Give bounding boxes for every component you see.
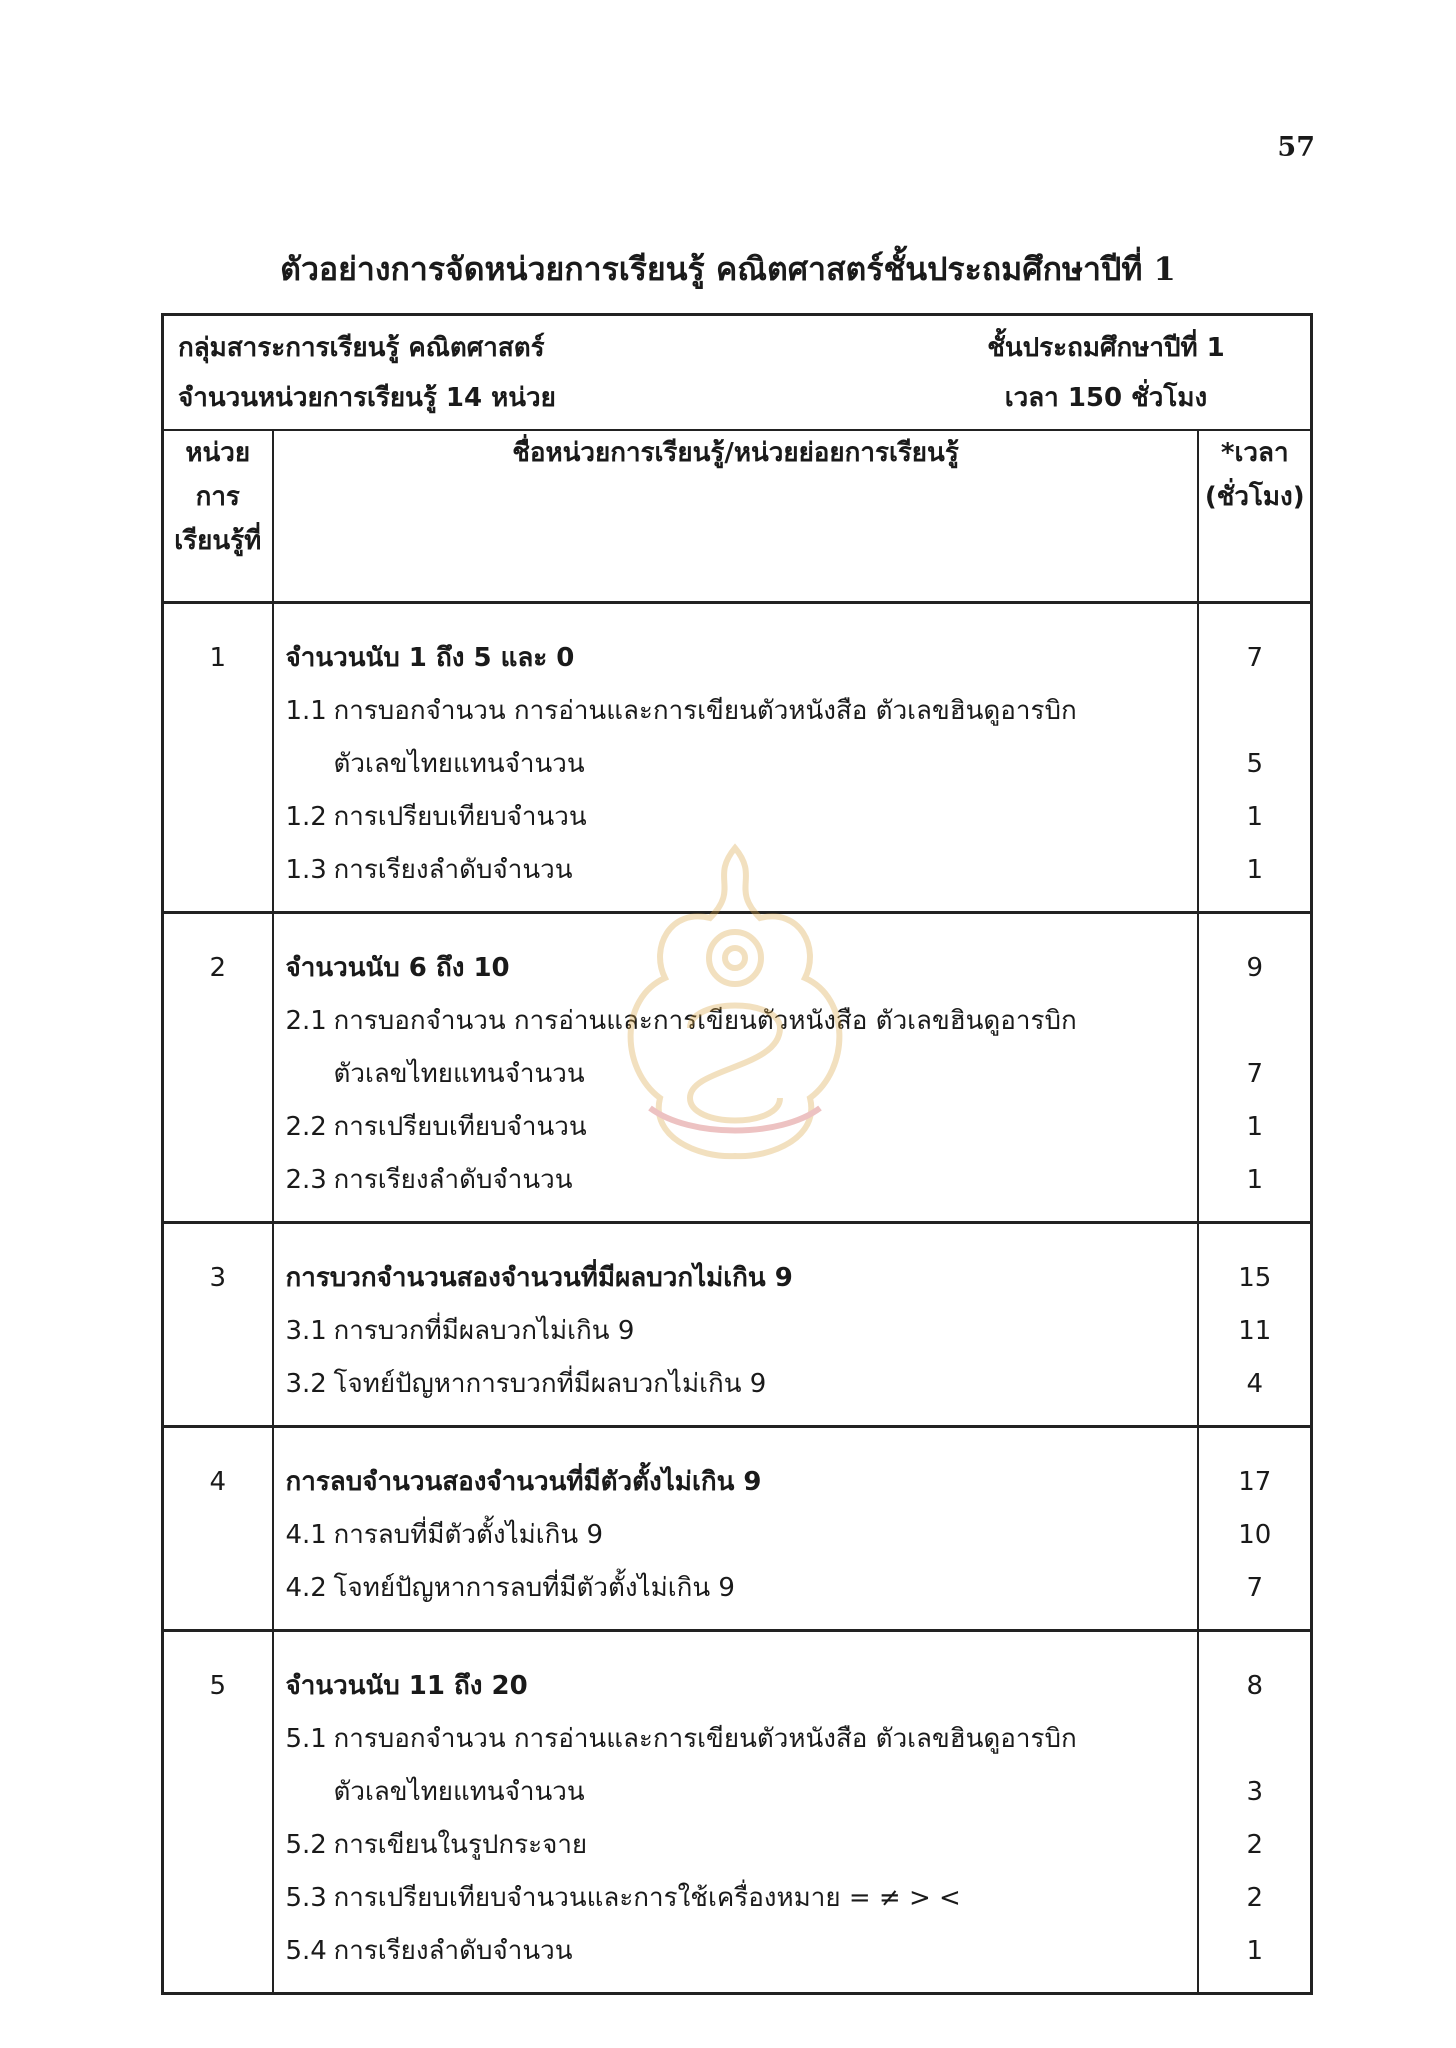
sub-unit-number: 1.1 xyxy=(285,696,327,726)
sub-unit-continuation: ตัวเลขไทยแทนจำนวน xyxy=(333,1059,585,1089)
time-column-header: *เวลา (ชั่วโมง) xyxy=(1198,430,1311,603)
unit-hours-value: 15 xyxy=(1238,1263,1272,1293)
sub-unit-text: การลบที่มีตัวตั้งไม่เกิน 9 xyxy=(333,1520,604,1550)
unit-number: 3 xyxy=(163,1223,273,1427)
sub-unit-number: 5.1 xyxy=(285,1724,327,1754)
learning-unit-table xyxy=(161,313,1313,1995)
unit-content xyxy=(273,1223,1199,1427)
sub-unit-number: 2.1 xyxy=(285,1006,327,1036)
sub-unit-text: การบวกที่มีผลบวกไม่เกิน 9 xyxy=(333,1316,635,1346)
total-time-label: เวลา 150 ชั่วโมง xyxy=(1004,382,1208,413)
sub-unit-number: 3.2 xyxy=(285,1369,327,1399)
unit-number: 1 xyxy=(163,603,273,913)
sub-unit-hours: 2 xyxy=(1246,1883,1264,1913)
unit-content xyxy=(273,913,1199,1223)
sub-unit-hours: 1 xyxy=(1246,1165,1264,1195)
sub-unit-text: การเปรียบเทียบจำนวน xyxy=(333,802,587,832)
unit-number: 2 xyxy=(163,913,273,1223)
unit-hours-value: 9 xyxy=(1246,953,1264,983)
unit-title: การบวกจำนวนสองจำนวนที่มีผลบวกไม่เกิน 9 xyxy=(285,1263,793,1293)
sub-unit-number: 4.1 xyxy=(285,1520,327,1550)
sub-unit-number: 4.2 xyxy=(285,1573,327,1603)
sub-unit-text: โจทย์ปัญหาการลบที่มีตัวตั้งไม่เกิน 9 xyxy=(333,1573,735,1603)
sub-unit-hours: 2 xyxy=(1246,1830,1264,1860)
unit-title: จำนวนนับ 1 ถึง 5 และ 0 xyxy=(285,643,575,673)
unit-content xyxy=(273,603,1199,913)
sub-unit-text: โจทย์ปัญหาการบวกที่มีผลบวกไม่เกิน 9 xyxy=(333,1369,767,1399)
unit-title: จำนวนนับ 11 ถึง 20 xyxy=(285,1671,528,1701)
sub-unit-hours: 11 xyxy=(1238,1316,1272,1346)
sub-unit-number: 3.1 xyxy=(285,1316,327,1346)
table-row xyxy=(163,1631,1312,1994)
unit-content xyxy=(273,1427,1199,1631)
sub-unit-hours: 10 xyxy=(1238,1520,1272,1550)
unit-hours-value: 17 xyxy=(1238,1467,1272,1497)
sub-unit-text: การเรียงลำดับจำนวน xyxy=(333,1165,573,1195)
sub-unit-number: 5.2 xyxy=(285,1830,327,1860)
table-header-info xyxy=(163,315,1312,431)
sub-unit-line xyxy=(274,1819,1198,1872)
sub-unit-text: การเปรียบเทียบจำนวน xyxy=(333,1112,587,1142)
sub-unit-number: 5.3 xyxy=(285,1883,327,1913)
sub-unit-text: การเรียงลำดับจำนวน xyxy=(333,855,573,885)
sub-unit-line xyxy=(274,1305,1198,1358)
unit-title: การลบจำนวนสองจำนวนที่มีตัวตั้งไม่เกิน 9 xyxy=(285,1467,762,1497)
hours-spacer xyxy=(1199,995,1310,1048)
unit-hours-value: 8 xyxy=(1246,1671,1264,1701)
sub-unit-hours: 1 xyxy=(1246,802,1264,832)
sub-unit-hours: 1 xyxy=(1246,1112,1264,1142)
sub-unit-hours: 7 xyxy=(1246,1059,1264,1089)
sub-unit-number: 5.4 xyxy=(285,1936,327,1966)
sub-unit-line xyxy=(274,1925,1198,1978)
hours-spacer xyxy=(1199,1713,1310,1766)
sub-unit-text: การเรียงลำดับจำนวน xyxy=(333,1936,573,1966)
sub-unit-line xyxy=(274,1713,1198,1766)
unit-name-column-header: ชื่อหน่วยการเรียนรู้/หน่วยย่อยการเรียนรู้ xyxy=(273,430,1199,603)
unit-count-label: จำนวนหน่วยการเรียนรู้ 14 หน่วย xyxy=(178,382,556,413)
sub-unit-hours: 4 xyxy=(1246,1369,1264,1399)
subject-label: กลุ่มสาระการเรียนรู้ คณิตศาสตร์ xyxy=(178,332,545,363)
sub-unit-hours: 7 xyxy=(1246,1573,1264,1603)
table-row xyxy=(163,1223,1312,1427)
sub-unit-text: การเขียนในรูปกระจาย xyxy=(333,1830,588,1860)
unit-content xyxy=(273,1631,1199,1994)
sub-unit-number: 1.3 xyxy=(285,855,327,885)
sub-unit-line xyxy=(274,1154,1198,1207)
sub-unit-line xyxy=(274,1509,1198,1562)
sub-unit-hours: 1 xyxy=(1246,1936,1264,1966)
sub-unit-number: 2.2 xyxy=(285,1112,327,1142)
sub-unit-text: การบอกจำนวน การอ่านและการเขียนตัวหนังสือ ตัวเลขฮินดูอารบิก xyxy=(333,1724,1077,1754)
unit-hours xyxy=(1198,913,1311,1223)
sub-unit-line xyxy=(274,995,1198,1048)
page-number: 57 xyxy=(1277,132,1315,163)
unit-hours xyxy=(1198,1631,1311,1994)
document-title: ตัวอย่างการจัดหน่วยการเรียนรู้ คณิตศาสตร์ชั้นประถมศึกษาปีที่ 1 xyxy=(280,250,1176,288)
sub-unit-line xyxy=(274,844,1198,897)
unit-hours xyxy=(1198,1427,1311,1631)
sub-unit-line xyxy=(274,685,1198,738)
sub-unit-number: 2.3 xyxy=(285,1165,327,1195)
sub-unit-text: การบอกจำนวน การอ่านและการเขียนตัวหนังสือ ตัวเลขฮินดูอารบิก xyxy=(333,696,1077,726)
sub-unit-line xyxy=(274,1562,1198,1615)
sub-unit-line xyxy=(274,1101,1198,1154)
unit-hours-value: 7 xyxy=(1246,643,1264,673)
unit-hours xyxy=(1198,603,1311,913)
table-row xyxy=(163,603,1312,913)
table-row xyxy=(163,913,1312,1223)
sub-unit-number: 1.2 xyxy=(285,802,327,832)
table-row xyxy=(163,1427,1312,1631)
hours-spacer xyxy=(1199,685,1310,738)
unit-title: จำนวนนับ 6 ถึง 10 xyxy=(285,953,510,983)
sub-unit-text: การบอกจำนวน การอ่านและการเขียนตัวหนังสือ ตัวเลขฮินดูอารบิก xyxy=(333,1006,1077,1036)
sub-unit-hours: 5 xyxy=(1246,749,1264,779)
sub-unit-line xyxy=(274,1358,1198,1411)
column-header-row xyxy=(163,430,1312,603)
sub-unit-hours: 1 xyxy=(1246,855,1264,885)
sub-unit-line xyxy=(274,791,1198,844)
grade-label: ชั้นประถมศึกษาปีที่ 1 xyxy=(987,332,1225,363)
sub-unit-hours: 3 xyxy=(1246,1777,1264,1807)
sub-unit-continuation: ตัวเลขไทยแทนจำนวน xyxy=(333,1777,585,1807)
sub-unit-continuation: ตัวเลขไทยแทนจำนวน xyxy=(333,749,585,779)
unit-number-column-header: หน่วย การ เรียนรู้ที่ xyxy=(163,430,273,603)
sub-unit-line xyxy=(274,1872,1198,1925)
unit-number: 4 xyxy=(163,1427,273,1631)
unit-number: 5 xyxy=(209,1671,227,1701)
sub-unit-text: การเปรียบเทียบจำนวนและการใช้เครื่องหมาย = ≠ > < xyxy=(333,1883,961,1913)
unit-hours xyxy=(1198,1223,1311,1427)
